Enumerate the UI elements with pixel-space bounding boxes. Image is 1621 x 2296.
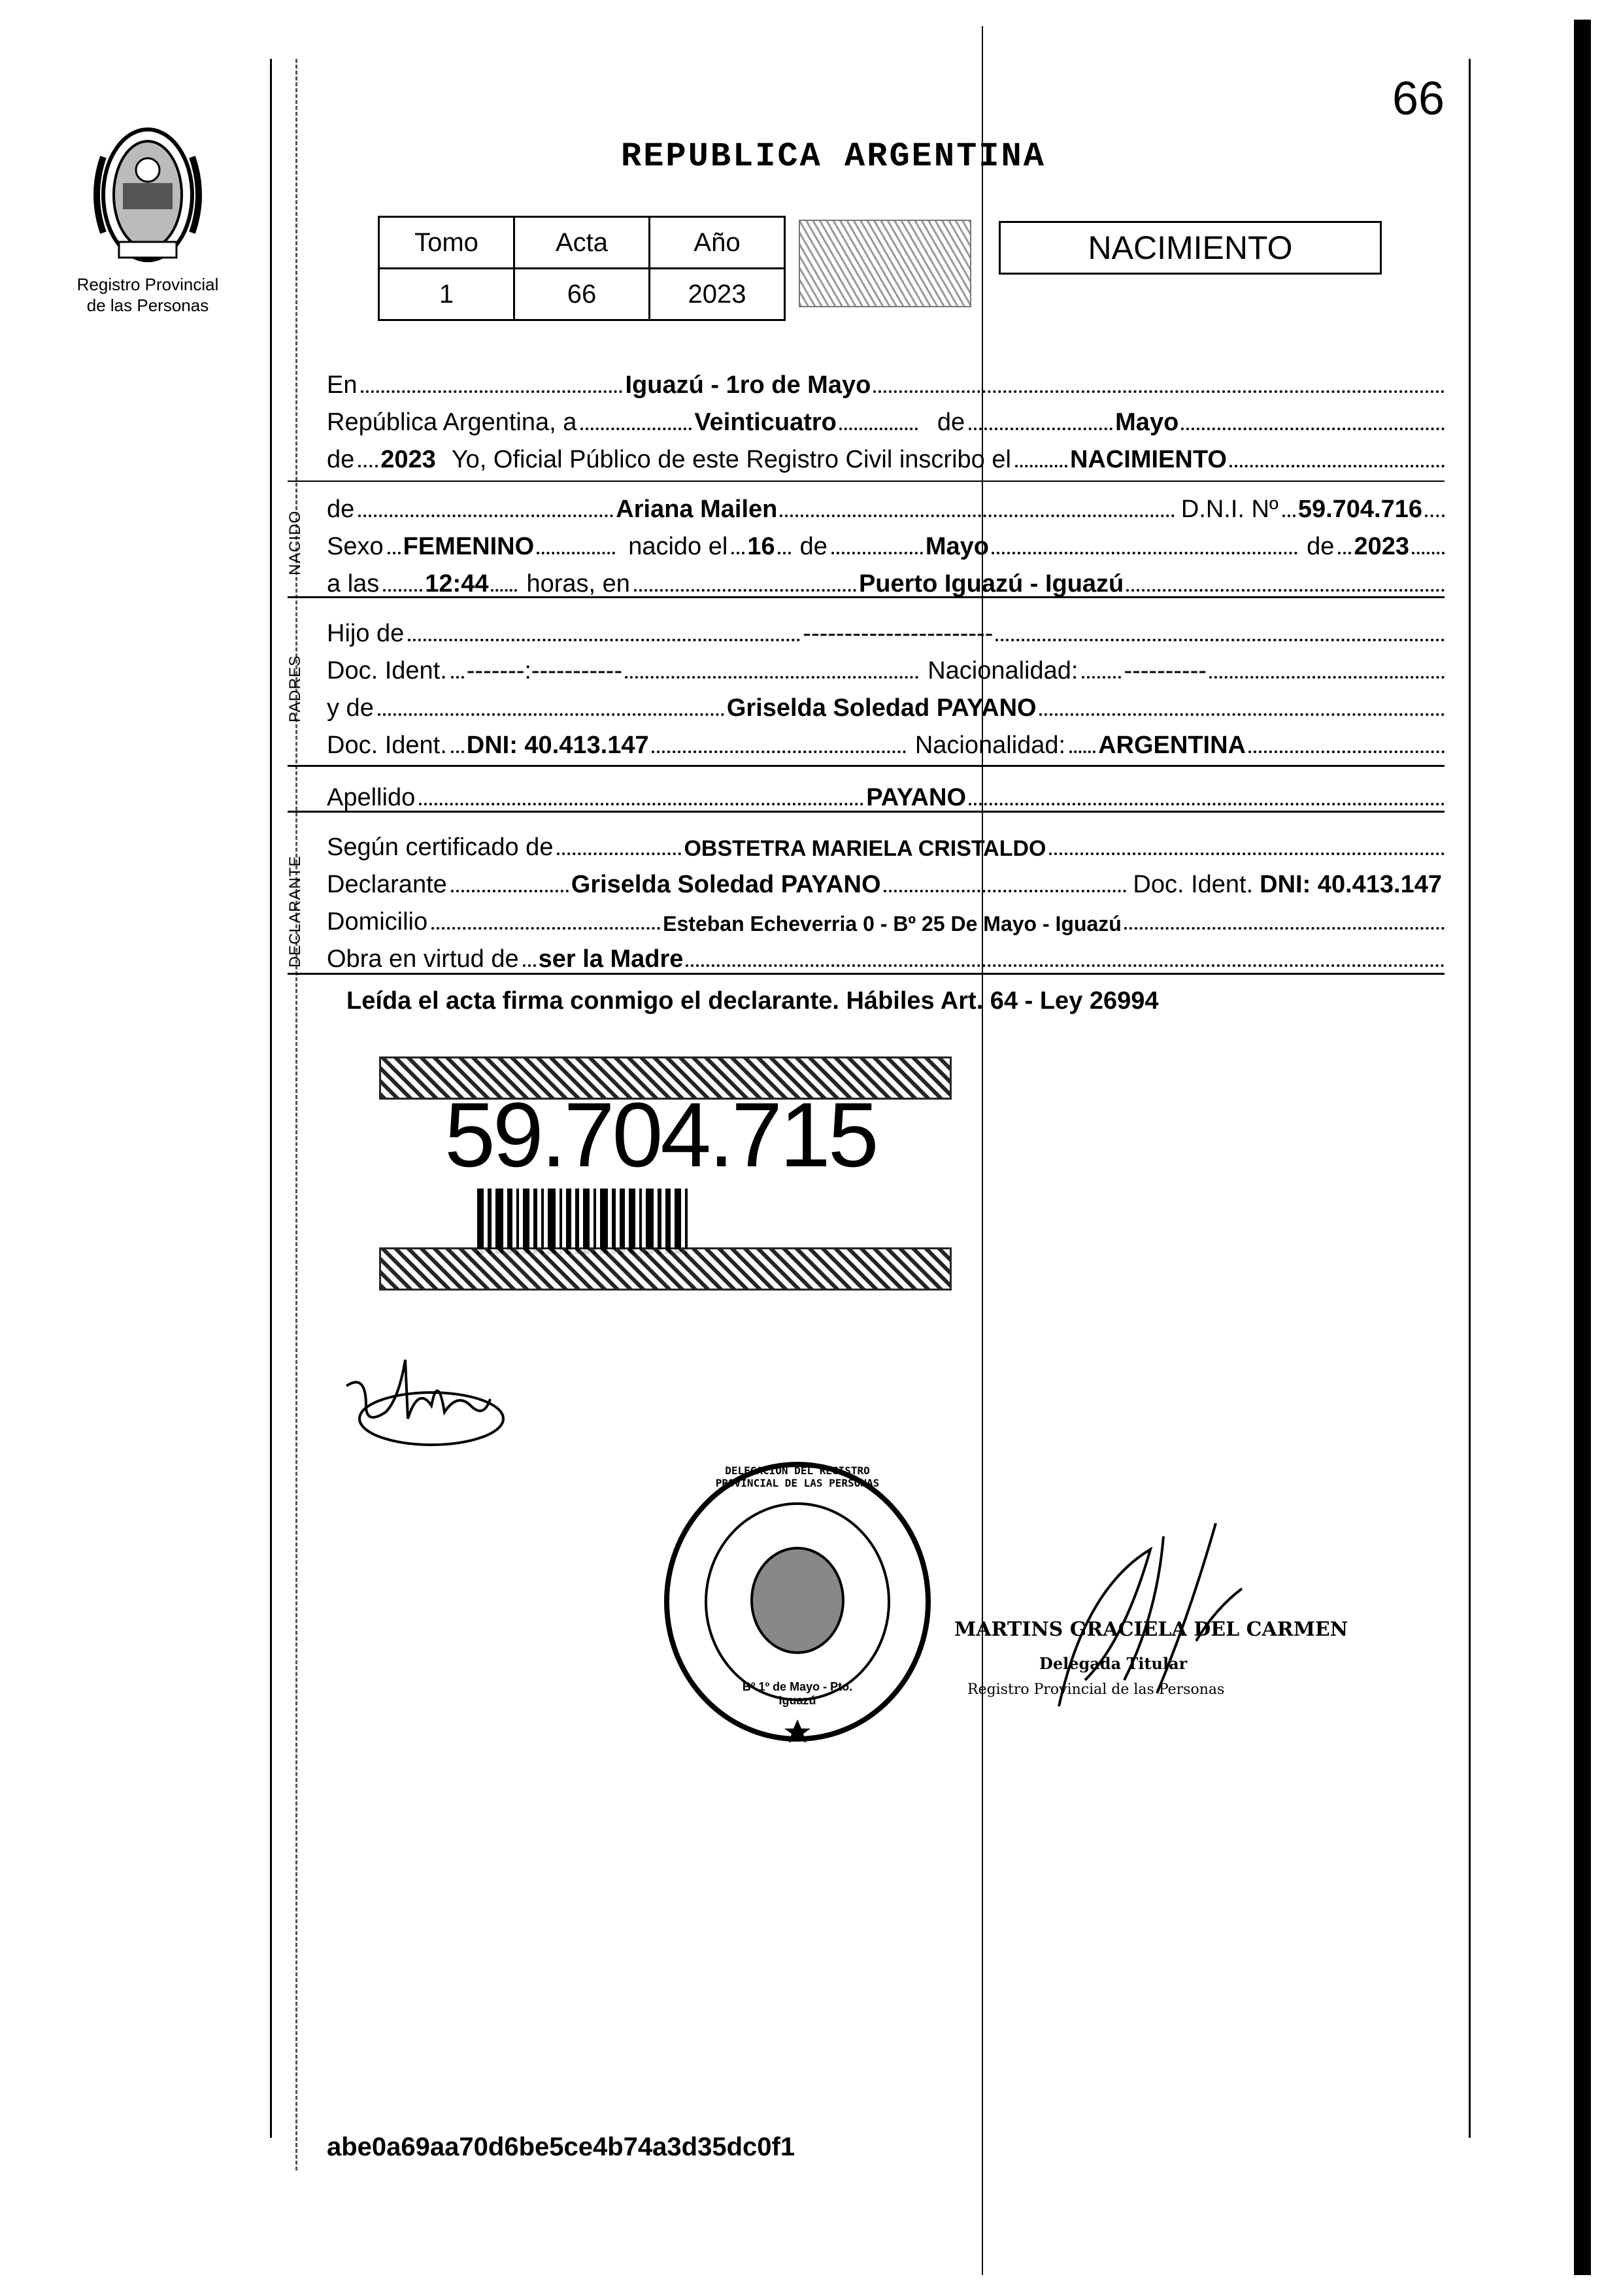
sticker-pattern-bottom — [379, 1247, 952, 1291]
field-segun-certificado — [327, 825, 1445, 862]
dotted-leader — [686, 956, 1445, 967]
value-dni: 59.704.716 — [1297, 496, 1422, 523]
value-mes: Mayo — [1115, 409, 1179, 436]
value-nombre: Ariana Mailen — [616, 496, 778, 523]
label-nacionalidad: Nacionalidad: — [927, 657, 1078, 684]
left-dashed-line — [295, 59, 297, 2170]
side-label-padres: PADRES — [286, 655, 304, 722]
dotted-leader — [1049, 845, 1445, 855]
label-oficial: Yo, Oficial Público de este Registro Civil inscribo el — [451, 446, 1011, 473]
dotted-leader — [969, 420, 1112, 430]
field-nombre — [327, 487, 1445, 524]
dotted-leader — [1229, 457, 1445, 467]
value-nac-dia: 16 — [747, 533, 775, 560]
province-seal-icon — [77, 118, 218, 275]
dotted-leader — [1069, 743, 1095, 753]
label-domicilio: Domicilio — [327, 908, 428, 936]
value-domicilio: Esteban Echeverria 0 - Bº 25 De Mayo - Iguazú — [663, 912, 1122, 936]
label-apellido: Apellido — [327, 784, 416, 811]
value-segun: OBSTETRA MARIELA CRISTALDO — [684, 836, 1046, 861]
value-padre-doc: -------:----------- — [466, 657, 623, 684]
dotted-leader — [1412, 544, 1445, 554]
page-number: 66 — [1392, 73, 1445, 125]
value-padre-nac: ---------- — [1124, 657, 1207, 684]
dotted-leader — [419, 795, 863, 805]
value-sexo: FEMENINO — [403, 533, 535, 560]
dotted-leader — [992, 544, 1297, 554]
label-hijo-de: Hijo de — [327, 620, 405, 647]
field-domicilio — [327, 900, 1445, 936]
value-anio: 2023 — [380, 446, 436, 473]
value-obra: ser la Madre — [538, 945, 684, 973]
dotted-leader — [451, 668, 464, 679]
dotted-leader — [634, 581, 856, 592]
dotted-leader — [378, 705, 724, 716]
side-label-declarante: DECLARANTE — [286, 855, 304, 968]
table-header-tomo: Tomo — [379, 217, 514, 269]
value-decl-doc: DNI: 40.413.147 — [1260, 871, 1442, 898]
official-name: MARTINS GRACIELA DEL CARMEN — [954, 1618, 1348, 1641]
dotted-leader — [873, 382, 1445, 393]
section-separator — [288, 765, 1445, 767]
right-border-line — [1469, 59, 1471, 2138]
dotted-leader — [1126, 581, 1445, 592]
country-title: REPUBLICA ARGENTINA — [621, 137, 1046, 176]
label-de: de — [799, 533, 827, 560]
value-dia: Veinticuatro — [694, 409, 837, 436]
dotted-leader — [491, 581, 517, 592]
dotted-leader — [1082, 668, 1121, 679]
dotted-leader — [408, 631, 800, 641]
dotted-leader — [969, 795, 1445, 805]
dotted-leader — [1282, 507, 1295, 517]
field-madre-doc — [327, 723, 1445, 760]
value-nac-mes: Mayo — [925, 533, 990, 560]
dotted-leader — [884, 882, 1127, 892]
label-de: de — [327, 496, 355, 523]
dotted-leader — [652, 743, 906, 753]
label-a-las: a las — [327, 570, 380, 598]
id-sticker-number: 59.704.715 — [444, 1083, 877, 1186]
label-doc-ident: Doc. Ident. — [327, 657, 447, 684]
field-padre-doc — [327, 649, 1445, 685]
table-header-anio: Año — [650, 217, 785, 269]
table-value-tomo: 1 — [379, 269, 514, 320]
label-republica: República Argentina, a — [327, 409, 577, 436]
value-padre: ----------------------- — [803, 620, 994, 647]
stamp-inner-text: Bº 1º de Mayo - Pto. Iguazú — [742, 1680, 853, 1707]
dotted-leader — [451, 882, 569, 892]
act-type-box: NACIMIENTO — [999, 221, 1382, 275]
value-lugar-nacimiento: Puerto Iguazú - Iguazú — [858, 570, 1124, 598]
value-lugar-inscripcion: Iguazú - 1ro de Mayo — [625, 371, 871, 399]
label-de: de — [937, 409, 965, 436]
dotted-leader — [995, 631, 1445, 641]
security-hologram — [799, 220, 971, 307]
official-stamp — [654, 1458, 941, 1746]
dotted-leader — [557, 845, 681, 855]
label-decl-doc: Doc. Ident. — [1133, 871, 1254, 898]
official-office: Registro Provincial de las Personas — [967, 1681, 1225, 1698]
table-header-acta: Acta — [514, 217, 650, 269]
dotted-leader — [431, 919, 660, 930]
field-madre — [327, 686, 1445, 722]
registry-name-line2: de las Personas — [86, 295, 209, 315]
label-de: de — [1307, 533, 1335, 560]
registry-logo — [77, 118, 218, 275]
field-sexo — [327, 524, 1445, 561]
label-horas-en: horas, en — [526, 570, 630, 598]
label-nacido-el: nacido el — [628, 533, 728, 560]
dotted-leader — [451, 743, 464, 753]
dotted-leader — [361, 382, 622, 393]
value-declarante: Griselda Soledad PAYANO — [571, 871, 881, 898]
dotted-leader — [1425, 507, 1445, 517]
value-madre-doc: DNI: 40.413.147 — [466, 732, 649, 759]
right-edge-band — [1574, 20, 1591, 2275]
value-apellido: PAYANO — [866, 784, 966, 811]
dotted-leader — [839, 420, 918, 430]
dotted-leader — [523, 956, 536, 967]
section-separator — [288, 481, 1445, 482]
field-republica — [327, 400, 1445, 437]
value-madre: Griselda Soledad PAYANO — [726, 694, 1037, 722]
label-sexo: Sexo — [327, 533, 384, 560]
dotted-leader — [358, 507, 613, 517]
dotted-leader — [358, 457, 378, 467]
dotted-leader — [831, 544, 923, 554]
dotted-leader — [1209, 668, 1445, 679]
dotted-leader — [780, 507, 1174, 517]
dotted-leader — [1015, 457, 1067, 467]
dotted-leader — [1338, 544, 1351, 554]
document-hash: abe0a69aa70d6be5ce4b74a3d35dc0f1 — [327, 2133, 795, 2161]
left-margin-line — [270, 59, 272, 2138]
stamp-text: DELEGACION DEL REGISTRO PROVINCIAL DE LAS PERSONAS — [715, 1464, 880, 1489]
dotted-leader — [1039, 705, 1445, 716]
label-nacionalidad: Nacionalidad: — [914, 732, 1066, 759]
dotted-leader — [383, 581, 422, 592]
dotted-leader — [537, 544, 615, 554]
dotted-leader — [1248, 743, 1445, 753]
dotted-leader — [388, 544, 401, 554]
registry-name-line1: Registro Provincial — [76, 275, 219, 294]
dotted-leader — [580, 420, 692, 430]
dotted-leader — [778, 544, 791, 554]
field-anio-oficial — [327, 437, 1445, 474]
table-value-acta: 66 — [514, 269, 650, 320]
field-apellido — [327, 775, 1445, 812]
barcode-bars — [477, 1189, 688, 1254]
field-hijo-de — [327, 611, 1445, 648]
value-hora: 12:44 — [425, 570, 489, 598]
dotted-leader — [1124, 919, 1445, 930]
field-en — [327, 363, 1445, 399]
dotted-leader — [731, 544, 744, 554]
official-role: Delegada Titular — [1039, 1654, 1188, 1673]
field-hora — [327, 562, 1445, 598]
declarant-signature — [340, 1347, 510, 1458]
label-declarante: Declarante — [327, 871, 447, 898]
value-inscribo: NACIMIENTO — [1069, 446, 1227, 473]
label-obra: Obra en virtud de — [327, 945, 519, 973]
register-table — [378, 216, 786, 321]
label-de: de — [327, 446, 355, 473]
table-value-anio: 2023 — [650, 269, 785, 320]
label-en: En — [327, 371, 358, 399]
label-doc-ident: Doc. Ident. — [327, 732, 447, 759]
field-declarante — [327, 862, 1445, 899]
value-madre-nac: ARGENTINA — [1098, 732, 1246, 759]
value-nac-anio: 2023 — [1354, 533, 1409, 560]
label-dni: D.N.I. Nº — [1180, 496, 1278, 523]
label-y-de: y de — [327, 694, 374, 722]
closing-text: Leída el acta firma conmigo el declarante. Hábiles Art. 64 - Ley 26994 — [346, 987, 1159, 1015]
dotted-leader — [625, 668, 918, 679]
side-label-nacido: NACIDO — [286, 510, 304, 575]
label-segun: Según certificado de — [327, 834, 554, 861]
dotted-leader — [1181, 420, 1445, 430]
field-obra — [327, 937, 1445, 973]
